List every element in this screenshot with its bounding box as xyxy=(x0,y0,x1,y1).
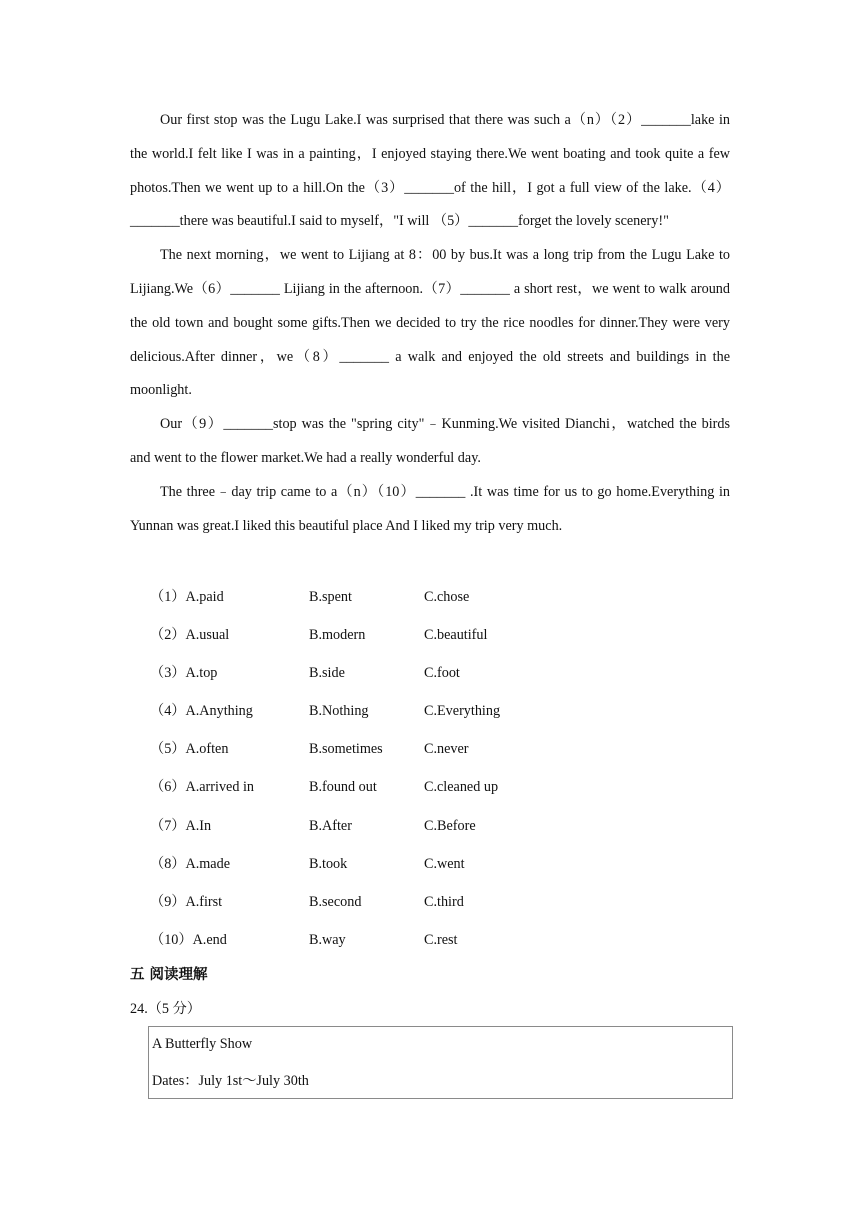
passage-paragraph: Our（9）_______stop was the "spring city"﹣Kunming.We visited Dianchi，watched the birds and went to the flower market.We had a really wonderful day. xyxy=(130,416,730,466)
option-b: B.modern xyxy=(309,627,366,644)
cloze-passage xyxy=(130,104,730,543)
option-c: C.beautiful xyxy=(424,627,488,644)
option-c: C.rest xyxy=(424,931,458,948)
option-row xyxy=(150,656,710,694)
option-row xyxy=(150,580,710,618)
option-row xyxy=(150,809,710,847)
option-b: B.sometimes xyxy=(309,741,383,758)
option-c: C.third xyxy=(424,893,464,910)
option-a: （6）A.arrived in xyxy=(150,779,255,796)
option-a: （9）A.first xyxy=(150,893,223,910)
passage-paragraph: The three﹣day trip came to a（n）（10）_______ .It was time for us to go home.Everything in Yunnan was great.I liked this beautiful place And I liked my trip very much. xyxy=(130,483,730,534)
option-a: （7）A.In xyxy=(150,817,212,834)
option-b: B.After xyxy=(309,817,352,834)
section-heading: 五 阅读理解 xyxy=(130,967,208,983)
option-b: B.Nothing xyxy=(309,703,369,720)
option-row xyxy=(150,923,710,961)
option-c: C.went xyxy=(424,855,465,872)
option-a: （10）A.end xyxy=(150,931,227,948)
option-a: （8）A.made xyxy=(150,855,230,872)
option-a: （1）A.paid xyxy=(150,589,224,605)
option-b: B.second xyxy=(309,893,362,910)
question-number: 24.（5 分） xyxy=(130,1001,201,1017)
option-row xyxy=(150,770,710,808)
option-row xyxy=(150,732,710,770)
option-row xyxy=(150,618,710,656)
option-c: C.foot xyxy=(424,665,460,682)
passage-paragraph: Our first stop was the Lugu Lake.I was surprised that there was such a（n）（2）_______lake in the world.I felt like I was in a painting，I enjoyed staying there.We went boating and took quite a few photos.Then we went up to a hill.On the（3）_______of the hill，I got a full view of the lake.（4）_______there was beautiful.I said to myself，"I will （5）_______forget the lovely scenery!" xyxy=(130,112,730,230)
option-b: B.spent xyxy=(309,589,352,605)
option-b: B.found out xyxy=(309,779,377,796)
option-c: C.never xyxy=(424,741,469,758)
passage-paragraph: The next morning，we went to Lijiang at 8：00 by bus.It was a long trip from the Lugu Lake to Lijiang.We（6）_______ Lijiang in the afternoon.（7）_______ a short rest，we went to walk around the old town and bought some gifts.Then we decided to try the rice noodles for dinner.They were very delicious.After dinner，we（8）_______ a walk and enjoyed the old streets and buildings in the moonlight. xyxy=(130,247,730,399)
option-row xyxy=(150,694,710,732)
option-c: C.cleaned up xyxy=(424,779,499,796)
option-a: （2）A.usual xyxy=(150,627,230,644)
option-a: （5）A.often xyxy=(150,741,229,758)
option-c: C.Everything xyxy=(424,703,501,720)
option-c: C.chose xyxy=(424,589,470,605)
option-a: （3）A.top xyxy=(150,665,218,682)
answer-options-list xyxy=(150,580,710,961)
option-b: B.side xyxy=(309,665,345,682)
notice-box xyxy=(148,1026,733,1099)
notice-dates: Dates：July 1st～July 30th xyxy=(152,1073,309,1089)
option-c: C.Before xyxy=(424,817,476,834)
option-row xyxy=(150,847,710,885)
option-b: B.way xyxy=(309,931,346,948)
option-row xyxy=(150,885,710,923)
option-a: （4）A.Anything xyxy=(150,703,253,720)
notice-title: A Butterfly Show xyxy=(152,1036,253,1052)
option-b: B.took xyxy=(309,855,348,872)
